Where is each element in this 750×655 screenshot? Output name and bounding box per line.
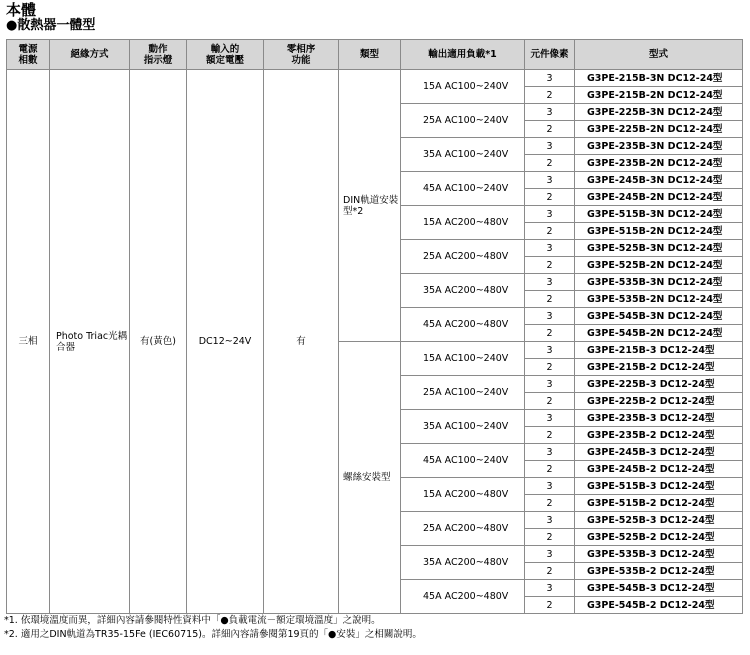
load-cell: 25A AC200~480V	[401, 512, 525, 546]
load-cell: 45A AC100~240V	[401, 444, 525, 478]
header-label: 電源 相數	[18, 43, 38, 66]
product-table	[6, 39, 743, 614]
header-zero-cross	[264, 40, 339, 70]
elements-cell: 3	[525, 70, 575, 87]
model-cell: G3PE-545B-2 DC12-24型	[575, 597, 743, 614]
header-elements	[525, 40, 575, 70]
indicator-cell: 有(黃色)	[130, 70, 187, 614]
header-voltage	[187, 40, 264, 70]
elements-cell: 3	[525, 206, 575, 223]
elements-cell: 2	[525, 461, 575, 478]
header-label: 零相序 功能	[286, 43, 316, 66]
load-cell: 35A AC200~480V	[401, 546, 525, 580]
model-cell: G3PE-215B-2N DC12-24型	[575, 87, 743, 104]
model-cell: G3PE-515B-2 DC12-24型	[575, 495, 743, 512]
model-cell: G3PE-525B-3 DC12-24型	[575, 512, 743, 529]
load-cell: 15A AC200~480V	[401, 206, 525, 240]
header-label: 型式	[648, 49, 668, 60]
elements-cell: 3	[525, 274, 575, 291]
elements-cell: 3	[525, 444, 575, 461]
elements-cell: 2	[525, 291, 575, 308]
elements-cell: 3	[525, 376, 575, 393]
model-cell: G3PE-245B-3N DC12-24型	[575, 172, 743, 189]
elements-cell: 2	[525, 257, 575, 274]
header-insulation	[50, 40, 130, 70]
elements-cell: 3	[525, 342, 575, 359]
elements-cell: 3	[525, 104, 575, 121]
header-type	[339, 40, 401, 70]
model-cell: G3PE-545B-2N DC12-24型	[575, 325, 743, 342]
model-cell: G3PE-225B-2 DC12-24型	[575, 393, 743, 410]
footnote-1: *1. 依環境溫度而異，詳細內容請參閱特性資料中「●負載電流－額定環境溫度」之說明。	[4, 615, 381, 626]
elements-cell: 2	[525, 121, 575, 138]
header-phase	[7, 40, 50, 70]
load-cell: 45A AC100~240V	[401, 172, 525, 206]
type-cell: 螺絲安裝型	[339, 342, 401, 614]
load-cell: 15A AC200~480V	[401, 478, 525, 512]
header-label: 動作 指示燈	[143, 43, 173, 66]
elements-cell: 2	[525, 155, 575, 172]
load-cell: 15A AC100~240V	[401, 342, 525, 376]
header-label: 絕緣方式	[70, 49, 109, 60]
model-cell: G3PE-245B-3 DC12-24型	[575, 444, 743, 461]
model-cell: G3PE-235B-3N DC12-24型	[575, 138, 743, 155]
table-row	[7, 70, 743, 87]
header-indicator	[130, 40, 187, 70]
header-label: 輸出適用負載*1	[428, 49, 497, 60]
model-cell: G3PE-535B-2 DC12-24型	[575, 563, 743, 580]
type-cell: DIN軌道安裝型*2	[339, 70, 401, 342]
elements-cell: 3	[525, 240, 575, 257]
section-subtitle: ●散熱器一體型	[6, 18, 96, 33]
model-cell: G3PE-215B-3 DC12-24型	[575, 342, 743, 359]
load-cell: 25A AC100~240V	[401, 104, 525, 138]
elements-cell: 2	[525, 495, 575, 512]
model-cell: G3PE-535B-3 DC12-24型	[575, 546, 743, 563]
load-cell: 25A AC100~240V	[401, 376, 525, 410]
header-label: 類型	[359, 49, 379, 60]
elements-cell: 2	[525, 223, 575, 240]
model-cell: G3PE-225B-3N DC12-24型	[575, 104, 743, 121]
model-cell: G3PE-535B-2N DC12-24型	[575, 291, 743, 308]
model-cell: G3PE-225B-3 DC12-24型	[575, 376, 743, 393]
header-model	[575, 40, 743, 70]
model-cell: G3PE-515B-3 DC12-24型	[575, 478, 743, 495]
table-header-row	[7, 40, 743, 70]
elements-cell: 2	[525, 189, 575, 206]
model-cell: G3PE-545B-3 DC12-24型	[575, 580, 743, 597]
model-cell: G3PE-225B-2N DC12-24型	[575, 121, 743, 138]
model-cell: G3PE-525B-3N DC12-24型	[575, 240, 743, 257]
elements-cell: 3	[525, 512, 575, 529]
model-cell: G3PE-525B-2N DC12-24型	[575, 257, 743, 274]
elements-cell: 3	[525, 308, 575, 325]
model-cell: G3PE-235B-2N DC12-24型	[575, 155, 743, 172]
load-cell: 35A AC200~480V	[401, 274, 525, 308]
elements-cell: 3	[525, 410, 575, 427]
phase-cell: 三相	[7, 70, 50, 614]
header-label: 輸入的 額定電壓	[205, 43, 244, 66]
page-title: 本體	[6, 1, 37, 19]
elements-cell: 2	[525, 359, 575, 376]
model-cell: G3PE-215B-2 DC12-24型	[575, 359, 743, 376]
load-cell: 35A AC100~240V	[401, 410, 525, 444]
load-cell: 15A AC100~240V	[401, 70, 525, 104]
model-cell: G3PE-245B-2N DC12-24型	[575, 189, 743, 206]
voltage-cell: DC12~24V	[187, 70, 264, 614]
load-cell: 35A AC100~240V	[401, 138, 525, 172]
load-cell: 45A AC200~480V	[401, 308, 525, 342]
model-cell: G3PE-215B-3N DC12-24型	[575, 70, 743, 87]
header-label: 元件像素	[530, 49, 569, 60]
model-cell: G3PE-235B-3 DC12-24型	[575, 410, 743, 427]
load-cell: 25A AC200~480V	[401, 240, 525, 274]
elements-cell: 2	[525, 325, 575, 342]
model-cell: G3PE-545B-3N DC12-24型	[575, 308, 743, 325]
model-cell: G3PE-235B-2 DC12-24型	[575, 427, 743, 444]
elements-cell: 2	[525, 597, 575, 614]
elements-cell: 3	[525, 478, 575, 495]
insulation-cell: Photo Triac光耦合器	[50, 70, 130, 614]
elements-cell: 2	[525, 563, 575, 580]
elements-cell: 2	[525, 87, 575, 104]
model-cell: G3PE-515B-2N DC12-24型	[575, 223, 743, 240]
model-cell: G3PE-535B-3N DC12-24型	[575, 274, 743, 291]
model-cell: G3PE-245B-2 DC12-24型	[575, 461, 743, 478]
elements-cell: 3	[525, 172, 575, 189]
elements-cell: 3	[525, 580, 575, 597]
header-load	[401, 40, 525, 70]
model-cell: G3PE-515B-3N DC12-24型	[575, 206, 743, 223]
load-cell: 45A AC200~480V	[401, 580, 525, 614]
elements-cell: 3	[525, 546, 575, 563]
footnotes	[4, 614, 422, 642]
table-body	[7, 70, 743, 614]
zero-cross-cell: 有	[264, 70, 339, 614]
elements-cell: 2	[525, 393, 575, 410]
elements-cell: 2	[525, 529, 575, 546]
elements-cell: 2	[525, 427, 575, 444]
elements-cell: 3	[525, 138, 575, 155]
footnote-2: *2. 適用之DIN軌道為TR35-15Fe (IEC60715)。詳細內容請參閱第19頁的「●安裝」之相關說明。	[4, 629, 422, 640]
model-cell: G3PE-525B-2 DC12-24型	[575, 529, 743, 546]
